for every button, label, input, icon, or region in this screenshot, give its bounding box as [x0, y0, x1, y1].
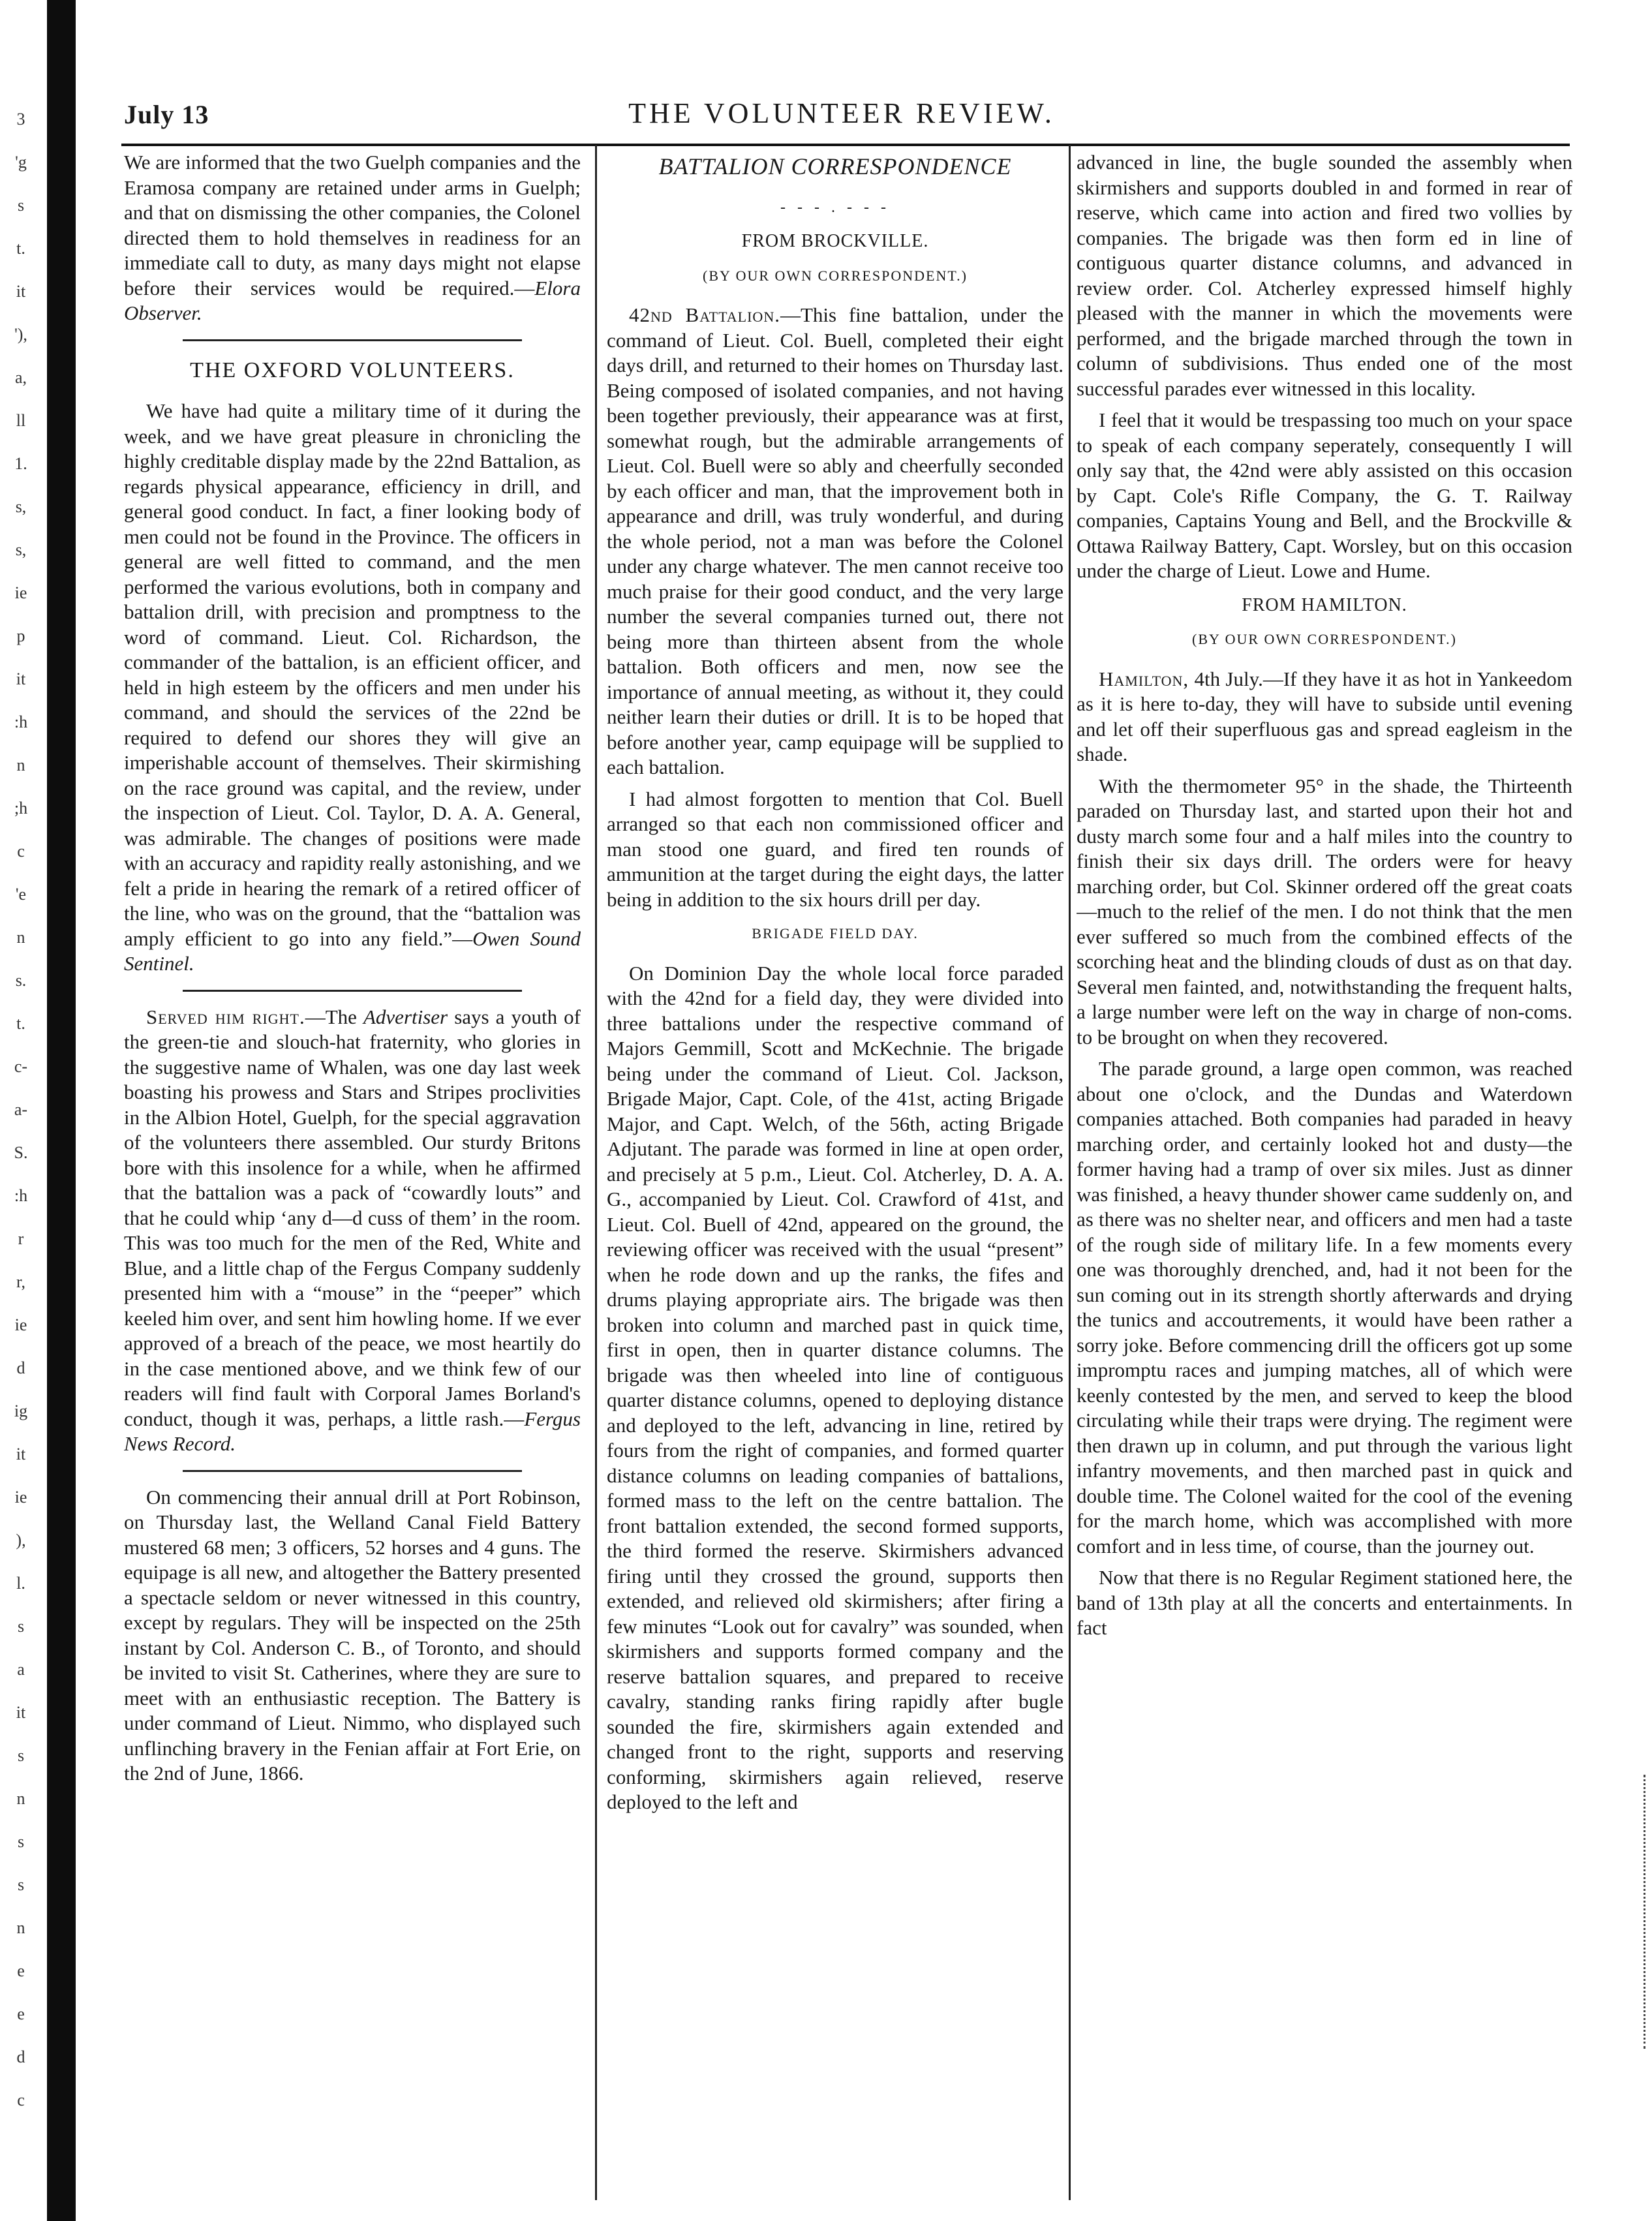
brockville-lead: 42nd Battalion. — [629, 303, 780, 326]
column-rule-1 — [595, 145, 597, 2200]
margin-fragment: s — [17, 1617, 25, 1636]
margin-fragment: c- — [14, 1057, 28, 1076]
margin-fragment: r, — [16, 1272, 26, 1291]
margin-fragment: n — [16, 756, 25, 774]
margin-fragment: l. — [16, 1574, 25, 1593]
margin-fragment: ie — [14, 1488, 27, 1507]
battalion-correspondence-heading: BATTALION CORRESPONDENCE — [658, 153, 1012, 179]
margin-fragment: :h — [14, 1186, 28, 1205]
right-edge-marks — [1629, 1775, 1645, 2049]
margin-fragment: ;h — [14, 799, 28, 818]
welland-battery-article: On commencing their annual drill at Port Robinson, on Thursday last, the Welland Canal Field Battery mustered 68 men; 3 officers, 52 horses and 4 guns. The equipage is all new, and altogether the Battery presented a spectacle seldom or never witnessed in this country, except by regulars. They will be inspected on the 25th instant by Col. Anderson C. B., of Toronto, and should be invited to visit St. Catherines, where they are sure to meet with an enthusiastic reception. The Battery is under command of Lieut. Nimmo, who displayed such unflinching bravery in the Fenian affair at Fort Erie, on the 2nd of June, 1866. — [124, 1485, 581, 1784]
brigade-field-day-heading: BRIGADE FIELD DAY. — [752, 925, 919, 942]
margin-fragment: ie — [14, 1315, 27, 1334]
brockville-byline: (BY OUR OWN CORRESPONDENT.) — [703, 267, 968, 284]
brockville-article — [607, 303, 1063, 780]
served-text-b: says a youth of the green-tie and slouch-hat fraternity, who glories in the suggestive name of Whalen, was one day last week boasting his prowess and Stars and Stripes proclivities in the Albion Hotel, Guelph, for the special aggravation of the volunteers there assembled. Our sturdy Britons bore with this insolence for a while, when he affirmed that the battalion was a pack of “cowardly louts” and that he could whip ‘any d—d cuss of them’ in the room. This was too much for the men of the Red, White and Blue, and a little chap of the Fergus Company suddenly presented him with a “mouse” in the “peeper” which keeled him over, and sent him howling home. If we ever approved of a breach of the peace, we most heartily do in the case mentioned above, and we think few of our readers will find fault with Corporal James Borland's conduct, though it was, perhaps, a little rash.— — [124, 1005, 581, 1430]
served-text-a: —The — [305, 1005, 363, 1028]
margin-fragment: s — [17, 1746, 25, 1765]
hamilton-lead: Hamilton, — [1099, 667, 1189, 690]
margin-fragment: it — [16, 282, 26, 301]
column-rule-2 — [1069, 145, 1071, 2200]
brigade-field-day-article: On Dominion Day the whole local force paraded with the 42nd for a field day, they were divided into three battalions under the respective command of Majors Gemmill, Scott and McKechnie. The brigade being under the command of Lieut. Col. Jackson, Brigade Major, Capt. Cole, of the 41st, acting Brigade Major, and Capt. Welch, of the 56th, acting Brigade Adjutant. The parade was formed in line at open order, and precisely at 5 p.m., Lieut. Col. Atcherley, D. A. A. G., accompanied by Lieut. Col. Crawford of 41st, and Lieut. Col. Buell of 42nd, appeared on the ground, the reviewing officer was received with the usual “present” when he rode down and up the ranks, the fifes and drums playing appropriate airs. The brigade was then broken into column and marched past in quick time, first in open, then in quarter distance columns. The brigade was then wheeled into line of contiguous quarter distance columns, opened to deploying distance and deployed to the left, advancing in line, retired by fours from the right of companies, and formed quarter distance columns on leading companies of battalions, formed mass to the left on the centre battalion. The front battalion extended, the second formed supports, the third formed the reserve. Skirmishers advanced firing until they crossed the ground, supports then extended, and relieved old skirmishers; after firing a few minutes “Look out for cavalry” was sounded, when skirmishers and supports formed company and the reserve battalion squares, and prepared to receive cavalry, standing ranks firing rapidly after bugle sounded the fire, skirmishers again extended and changed front to the right, supports and reserving conforming, skirmishers again relieved, reserve deployed to the left and — [607, 961, 1063, 1813]
guelph-text: We are informed that the two Guelph companies and the Eramosa company are retained under arms in Guelph; and that on dismissing the other companies, the Colonel directed them to hold themselves in readiness for an immediate call to duty, as many days might not elapse before their services would be required.— — [124, 151, 581, 299]
served-him-right-article — [124, 1005, 581, 1457]
margin-fragment: s — [17, 196, 25, 215]
margin-fragment: :h — [14, 712, 28, 731]
margin-fragment: e — [17, 1961, 25, 1980]
page-number: July 13 — [124, 100, 209, 129]
brigade-continued: advanced in line, the bugle sounded the assembly when skirmishers and supports doubled in and formed in rear of reserve, which came into action and fired two vollies by companies. The brigade was then form ed in line of contiguous quarter distance columns, and advanced in review order. Col. Atcherley expressed himself highly pleased with the manner in which the movements were performed, and the brigade marched through the town in column of subdivisions. Thus ended one of the most successful parades ever witnessed in this locality. — [1077, 151, 1572, 400]
margin-fragment: a- — [14, 1100, 28, 1119]
divider-rule — [183, 1470, 522, 1472]
oxford-heading: THE OXFORD VOLUNTEERS. — [190, 358, 515, 382]
margin-fragment: d — [16, 1358, 25, 1377]
margin-fragment: ), — [16, 1531, 26, 1550]
hamilton-march-paragraph: With the thermometer 95° in the shade, the Thirteenth paraded on Thursday last, and started upon their hot and dusty march some four and a half miles into the country to finish their six days drill. The orders were for heavy marching order, but Col. Skinner ordered off the great coats—much to the relief of the men. I do not think that the men ever suffered so much from the combined effects of the scorching heat and the blinding clouds of dust as on that day. Several men fainted, and, notwithstanding the frequent halts, a large number were left on the way in charge of non-coms. to be brought on when they recovered. — [1077, 774, 1572, 1049]
margin-fragment: c — [17, 2091, 25, 2109]
margin-fragment: d — [16, 2047, 25, 2066]
margin-fragment: 1. — [14, 454, 27, 473]
served-lead: Served him right. — [146, 1005, 305, 1028]
margin-fragment: 3 — [16, 110, 25, 129]
margin-fragment: it — [16, 669, 26, 688]
brockville-closing: I feel that it would be trespassing too much on your space to speak of each company seperately, consequently I will only say that, the 42nd were ably assisted on this occasion by Capt. Cole's Rifle Company, the G. T. Railway companies, Captains Young and Bell, and the Brockville & Ottawa Railway Battery, Capt. Worsley, but on this occasion under the charge of Lieut. Lowe and Hume. — [1077, 408, 1572, 582]
margin-fragment: s — [17, 1832, 25, 1851]
column-2 — [607, 150, 1063, 2179]
margin-fragment: it — [16, 1445, 26, 1463]
margin-fragments — [0, 98, 42, 2109]
header-rule — [121, 144, 1570, 146]
margin-fragment: s — [17, 1875, 25, 1894]
margin-fragment: 'e — [15, 885, 27, 904]
hamilton-band-paragraph: Now that there is no Regular Regiment stationed here, the band of 13th play at all the concerts and entertainments. In fact — [1077, 1566, 1572, 1639]
margin-fragment: a, — [14, 368, 27, 387]
margin-fragment: n — [16, 1789, 25, 1808]
hamilton-intro-text: 4th July.—If they have it as hot in Yankeedom as it is here to-day, they will have to subside until evening and let off their superfluous gas and spread eagleism in the shade. — [1077, 667, 1572, 765]
margin-fragment: '), — [14, 325, 27, 344]
hamilton-intro — [1077, 667, 1572, 767]
margin-fragment: r — [18, 1229, 24, 1248]
margin-fragment: S. — [14, 1143, 28, 1162]
margin-fragment: s. — [15, 971, 27, 990]
margin-fragment: a — [17, 1660, 25, 1679]
oxford-article — [124, 399, 581, 977]
margin-fragment: ll — [16, 411, 26, 430]
divider-rule — [183, 990, 522, 992]
hamilton-byline: (BY OUR OWN CORRESPONDENT.) — [1192, 631, 1457, 647]
column-1 — [124, 150, 581, 2179]
oxford-source: Owen Sound Sentinel. — [124, 927, 581, 975]
from-brockville-heading: FROM BROCKVILLE. — [741, 231, 929, 251]
served-paper: Advertiser — [363, 1005, 448, 1028]
margin-fragment: s, — [15, 497, 27, 516]
margin-fragment: n — [16, 928, 25, 947]
margin-fragment: it — [16, 1703, 26, 1722]
margin-fragment: p — [16, 626, 25, 645]
from-hamilton-heading: FROM HAMILTON. — [1242, 594, 1407, 615]
column-3 — [1077, 150, 1572, 2179]
margin-fragment: n — [16, 1918, 25, 1937]
margin-fragment: 'g — [15, 153, 27, 172]
margin-fragment: ie — [14, 583, 27, 602]
guelph-article — [124, 150, 581, 326]
divider-rule — [183, 339, 522, 341]
margin-fragment: e — [17, 2004, 25, 2023]
heading-dashes: - - - . - - - — [780, 198, 890, 216]
page-header — [124, 97, 1559, 142]
margin-fragment: t. — [16, 239, 25, 258]
margin-fragment: ig — [14, 1402, 28, 1420]
guelph-source: Elora Observer. — [124, 276, 581, 324]
hamilton-parade-paragraph: The parade ground, a large open common, was reached about one o'clock, and the Dundas and Waterdown companies attached. Both companies had paraded in heavy marching order, and certainly looked hot and dusty—the former having had a tramp of over six miles. Just as dinner was finished, a heavy thunder shower came suddenly on, and as there was no shelter near, and officers and men had a taste of the rough side of military life. In a few moments every one was thoroughly drenched, and, had it not been for the sun coming out in its strength shortly afterwards and drying the tunics and accoutrements, it would have been rather a sorry joke. Before commencing drill the officers got up some impromptu races and jumping matches, all of which were keenly contested by the men, and served to keep the blood circulating while their traps were drying. The regiment were then drawn up in column, and put through the various light infantry movements, and then marched past in quick and double time. The Colonel waited for the cool of the evening for the march home, which was accomplished with more comfort and in less time, of course, than the journey out. — [1077, 1057, 1572, 1557]
margin-fragment: c — [17, 842, 25, 861]
margin-fragment: t. — [16, 1014, 25, 1033]
brockville-text: —This fine battalion, under the command of Lieut. Col. Buell, completed their eight days drill, and returned to their homes on Thursday last. Being composed of isolated companies, and not having been together previously, their appearance was at first, somewhat rough, but the admirable arrangements of Lieut. Col. Buell were so ably and cheerfully seconded by each officer and man, that the improvement both in appearance and drill, was truly wonderful, and during the whole period, not a man was before the Colonel under any charge whatever. The men cannot receive too much praise for their good conduct, and the very large number the several companies turned out, there not being more than thirteen absent from the whole battalion. Both officers and men, now see the importance of annual meeting, as without it, they could neither learn their duties or drill. It is to be hoped that before another year, camp equipage will be supplied to each battalion. — [607, 303, 1063, 778]
oxford-text: We have had quite a military time of it during the week, and we have great pleasure in chronicling the highly creditable display made by the 22nd Battalion, as regards physical appearance, efficiency in drill, and general good conduct. In fact, a finer looking body of men could not be found in the Province. The officers in general are well fitted to command, and the men performed the various evolutions, both in company and battalion drill, with precision and promptness to the word of command. Lieut. Col. Richardson, the commander of the battalion, is an efficient officer, and held in high esteem by the officers and men under his command, and should the services of the 22nd be required to defend our shores they will give an imperishable account of themselves. Their skirmishing on the race ground was capital, and the review, under the inspection of Lieut. Col. Taylor, D. A. A. General, was admirable. The changes of positions were made with an accuracy and rapidity really astonishing, and we felt a pride in hearing the remark of a retired officer of the line, who was on the ground, that the “battalion was amply efficient to go into any field.”— — [124, 399, 581, 950]
masthead-title: THE VOLUNTEER REVIEW. — [628, 97, 1055, 129]
margin-fragment: s, — [15, 540, 27, 559]
scan-edge-bar — [47, 0, 76, 2221]
brockville-guard-paragraph: I had almost forgotten to mention that Col. Buell arranged so that each non commissioned officer and man stood one guard, and fired ten rounds of ammunition at the target during the eight days, the latter being in addition to the six hours drill per day. — [607, 787, 1063, 911]
served-source: Fergus News Record. — [124, 1407, 581, 1455]
